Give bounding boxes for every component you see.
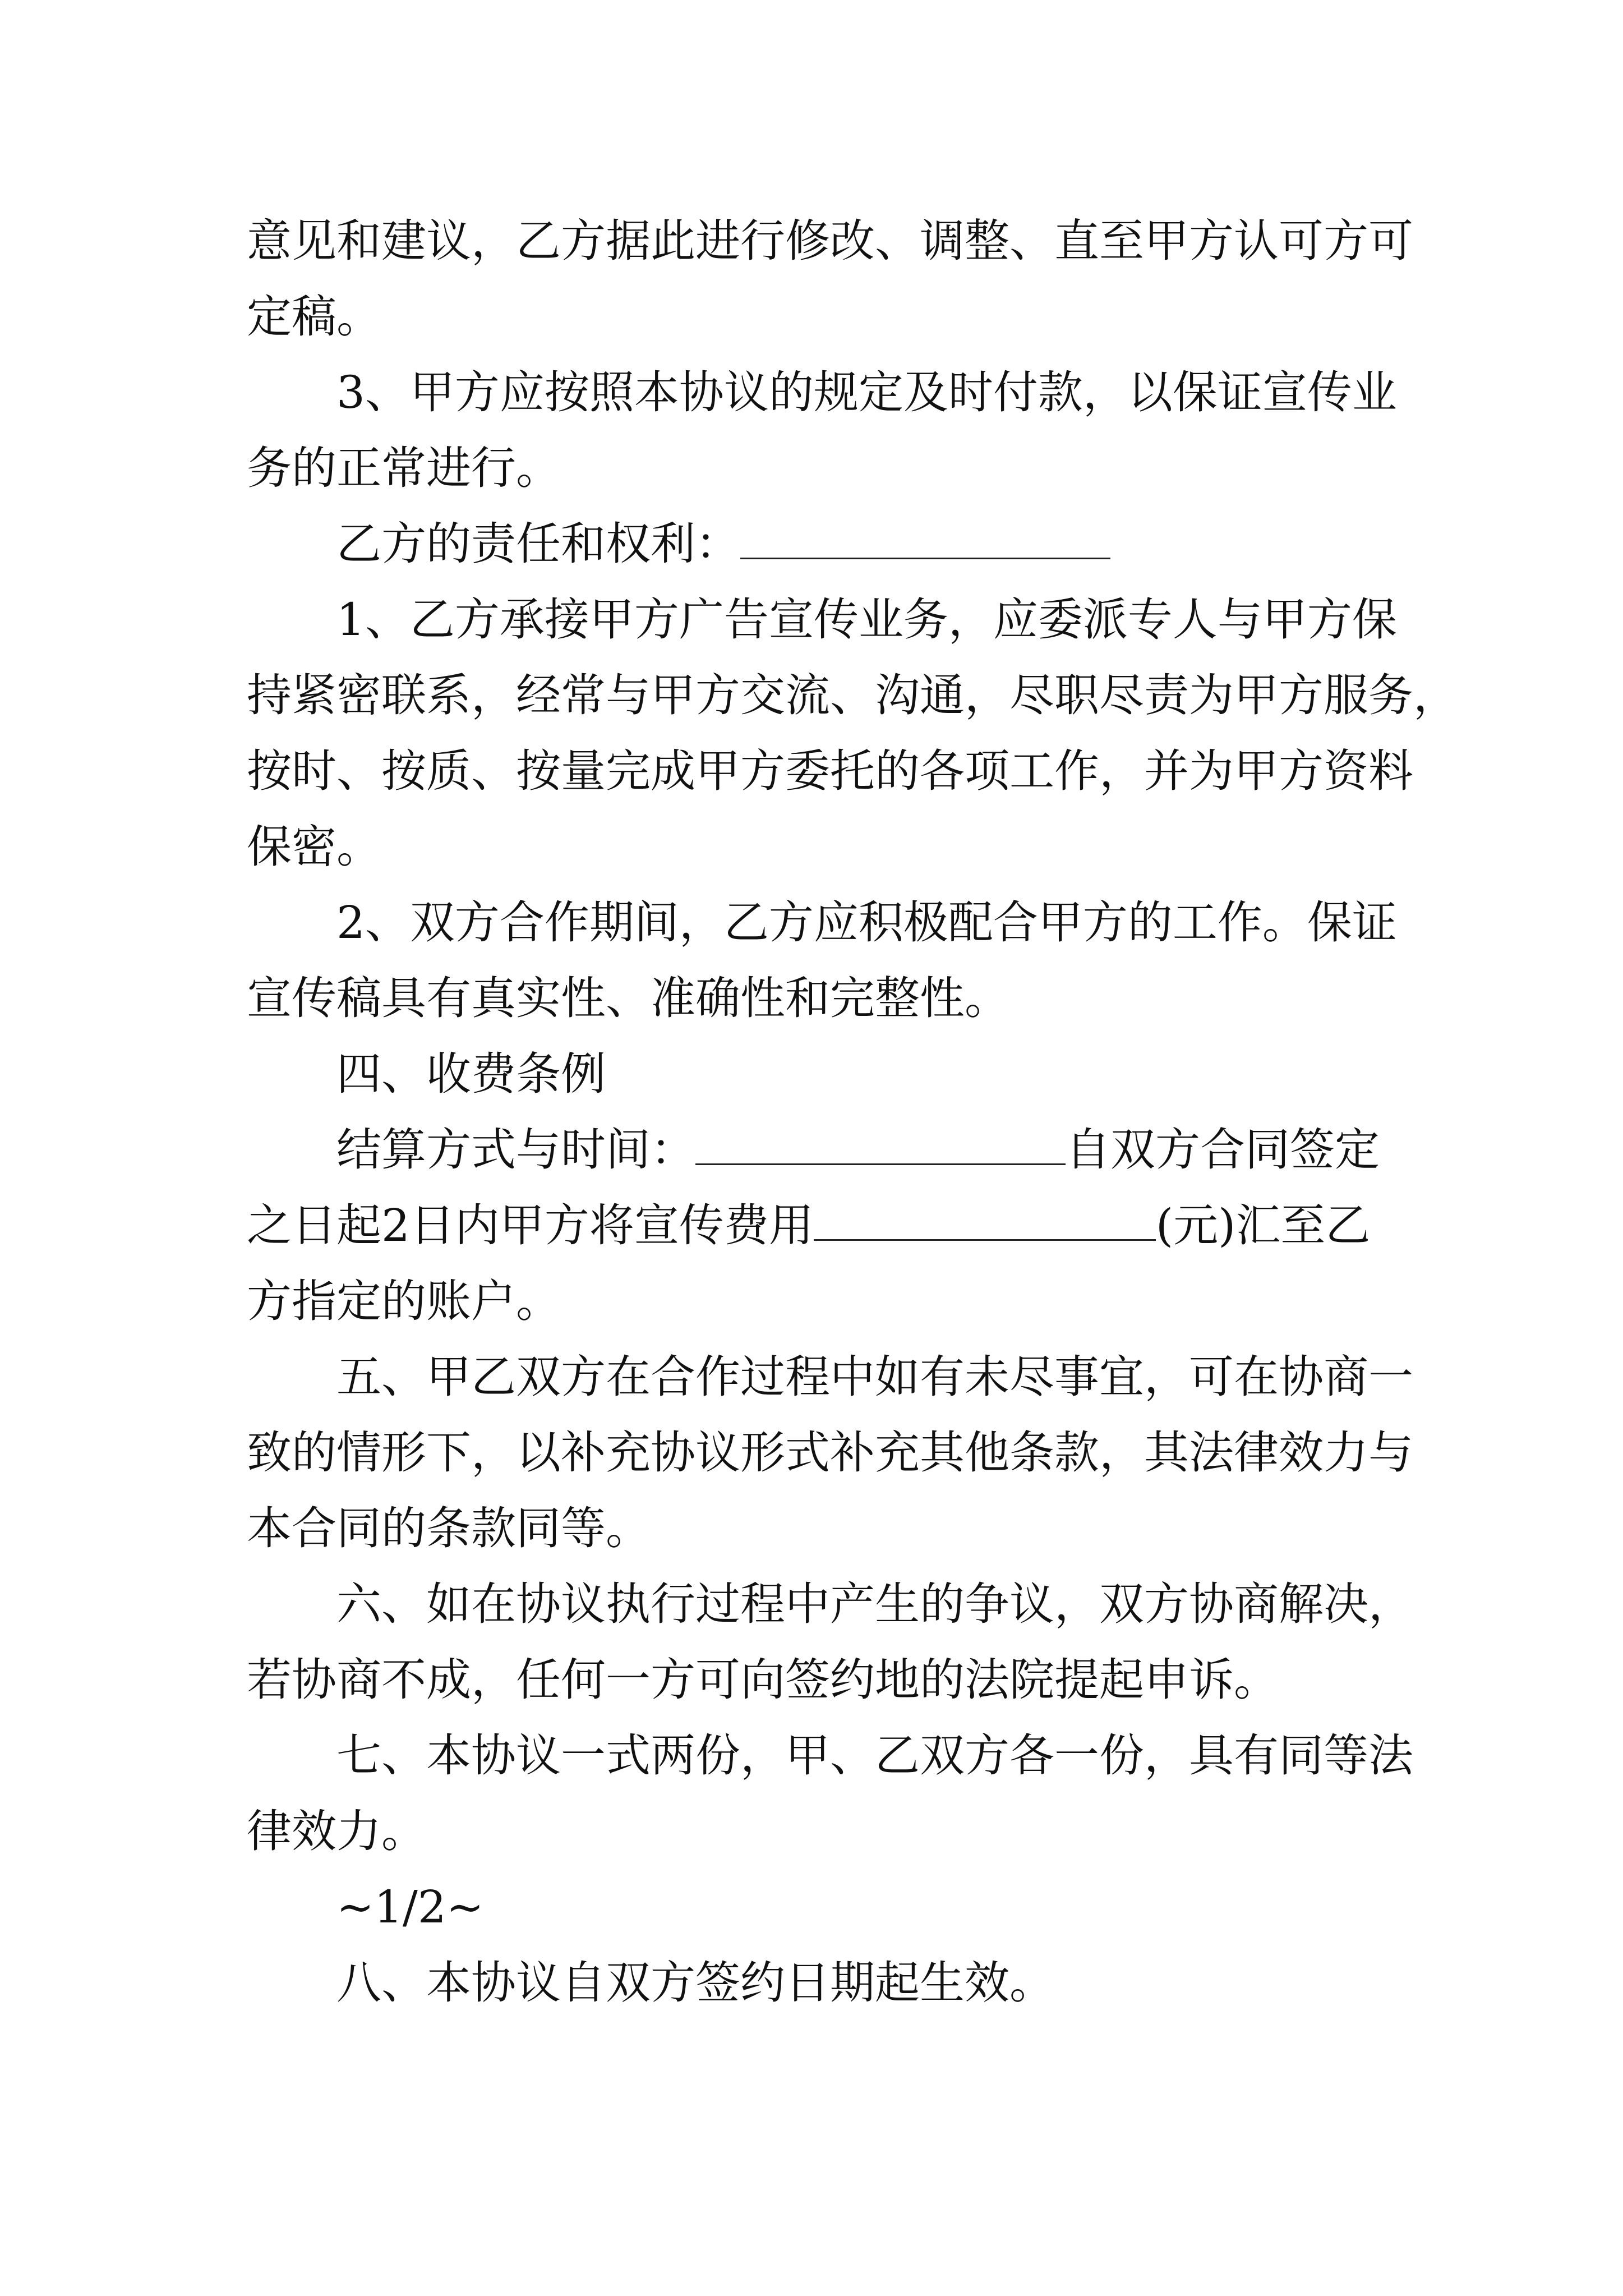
blank-underline	[814, 1199, 1156, 1241]
text-line: 保密。	[247, 821, 381, 873]
blank-underline	[695, 1123, 1066, 1165]
text-line: 方指定的账户。	[247, 1275, 561, 1327]
text-line: 五、甲乙双方在合作过程中如有未尽事宜，可在协商一	[336, 1351, 1413, 1403]
text-line: 若协商不成，任何一方可向签约地的法院提起申诉。	[247, 1654, 1279, 1706]
text-line: 3、甲方应按照本协议的规定及时付款，以保证宣传业	[336, 366, 1397, 418]
text-line: 宣传稿具有真实性、准确性和完整性。	[247, 972, 1009, 1024]
text-line	[336, 516, 1385, 572]
text-line: 按时、按质、按量完成甲方委托的各项工作，并为甲方资料	[247, 745, 1413, 797]
text-fragment: 之日起2日内甲方将宣传费用	[247, 1199, 814, 1251]
text-line: 七、本协议一式两份，甲、乙双方各一份，具有同等法	[336, 1729, 1413, 1782]
text-line: 八、本协议自双方签约日期起生效。	[336, 1957, 1054, 2009]
section-label: 乙方的责任和权利：	[336, 518, 740, 570]
text-line: 致的情形下，以补充协议形式补充其他条款，其法律效力与	[247, 1427, 1413, 1479]
text-line: 意见和建议，乙方据此进行修改、调整、直至甲方认可方可	[247, 215, 1413, 267]
text-line: 务的正常进行。	[247, 442, 561, 494]
text-line	[336, 1122, 1385, 1178]
text-line: 持紧密联系，经常与甲方交流、沟通，尽职尽责为甲方服务，	[247, 669, 1458, 721]
text-line: 六、如在协议执行过程中产生的争议，双方协商解决，	[336, 1578, 1413, 1630]
text-line: 2、双方合作期间，乙方应积极配合甲方的工作。保证	[336, 896, 1397, 949]
section-heading: 四、收费条例	[336, 1048, 606, 1100]
payment-label: 结算方式与时间：	[336, 1124, 695, 1176]
page-number: ~1/2~	[336, 1881, 484, 1933]
text-line: 定稿。	[247, 291, 381, 343]
text-line: 本合同的条款同等。	[247, 1502, 651, 1554]
blank-underline	[740, 517, 1110, 559]
text-line	[247, 1198, 1385, 1254]
text-line: 1、乙方承接甲方广告宣传业务，应委派专人与甲方保	[336, 593, 1397, 646]
text-fragment: (元)汇至乙	[1155, 1199, 1371, 1251]
text-line: 律效力。	[247, 1805, 426, 1857]
text-fragment: 自双方合同签定	[1066, 1124, 1380, 1176]
